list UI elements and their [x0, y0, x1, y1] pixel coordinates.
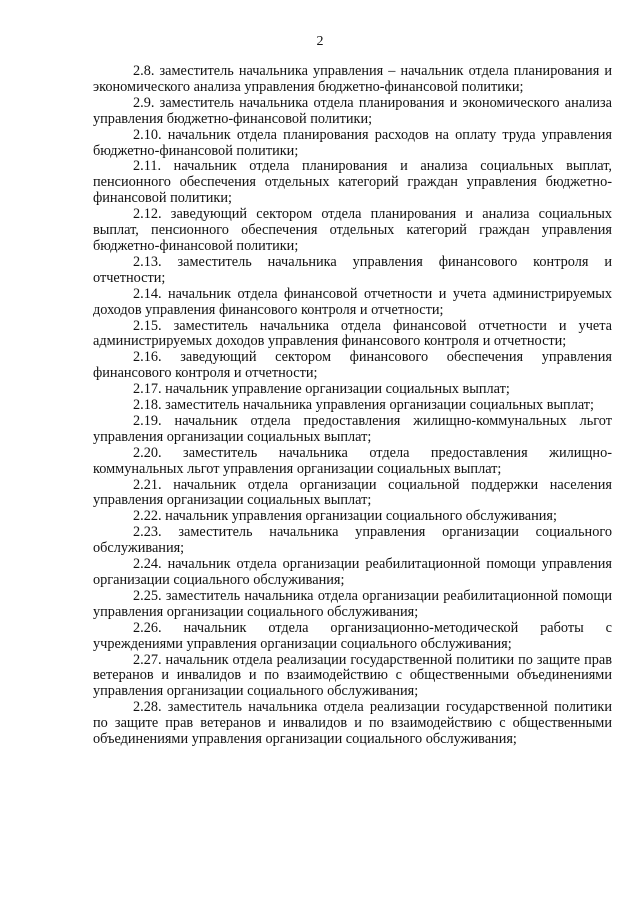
list-item: 2.20. заместитель начальника отдела предоставления жилищно-коммунальных льгот управления организации социальных выплат; [93, 444, 612, 477]
list-item: 2.27. начальник отдела реализации государственной политики по защите прав ветеранов и инвалидов и по взаимодействию с общественными объединениями управления организации социального обслуживания; [93, 651, 612, 700]
list-item: 2.28. заместитель начальника отдела реализации государственной политики по защите прав ветеранов и инвалидов и по взаимодействию с общественными объединениями управления организации социального обслуживания; [93, 699, 612, 748]
list-item: 2.12. заведующий сектором отдела планирования и анализа социальных выплат, пенсионного обеспечения отдельных категорий граждан управления бюджетно-финансовой политики; [93, 206, 612, 254]
list-item: 2.19. начальник отдела предоставления жилищно-коммунальных льгот управления организации социальных выплат; [93, 412, 612, 445]
list-item: 2.23. заместитель начальника управления организации социального обслуживания; [93, 524, 612, 557]
list-item: 2.16. заведующий сектором финансового обеспечения управления финансового контроля и отчетности; [93, 349, 612, 382]
page-number: 2 [316, 34, 324, 49]
document-body [93, 64, 612, 748]
list-item: 2.22. начальник управления организации социального обслуживания; [133, 508, 557, 525]
list-item: 2.26. начальник отдела организационно-методической работы с учреждениями управления организации социального обслуживания; [93, 619, 612, 652]
list-item: 2.17. начальник управление организации социальных выплат; [133, 381, 510, 398]
list-item: 2.9. заместитель начальника отдела планирования и экономического анализа управления бюджетно-финансовой политики; [93, 94, 612, 127]
list-item: 2.10. начальник отдела планирования расходов на оплату труда управления бюджетно-финансовой политики; [93, 126, 612, 159]
list-item: 2.15. заместитель начальника отдела финансовой отчетности и учета администрируемых доходов управления финансового контроля и отчетности; [93, 317, 612, 350]
list-item: 2.14. начальник отдела финансовой отчетности и учета администрируемых доходов управления финансового контроля и отчетности; [93, 285, 612, 318]
list-item: 2.18. заместитель начальника управления организации социальных выплат; [133, 397, 595, 414]
list-item: 2.11. начальник отдела планирования и анализа социальных выплат, пенсионного обеспечения отдельных категорий граждан управления бюджетно-финансовой политики; [93, 158, 612, 207]
list-item: 2.8. заместитель начальника управления – начальник отдела планирования и экономического анализа управления бюджетно-финансовой политики; [93, 63, 612, 95]
list-item: 2.13. заместитель начальника управления финансового контроля и отчетности; [93, 253, 612, 286]
list-item: 2.25. заместитель начальника отдела организации реабилитационной помощи управления организации социального обслуживания; [93, 587, 612, 620]
list-item: 2.21. начальник отдела организации социальной поддержки населения управления организации социальных выплат; [93, 476, 612, 509]
list-item: 2.24. начальник отдела организации реабилитационной помощи управления организации социального обслуживания; [93, 556, 612, 588]
